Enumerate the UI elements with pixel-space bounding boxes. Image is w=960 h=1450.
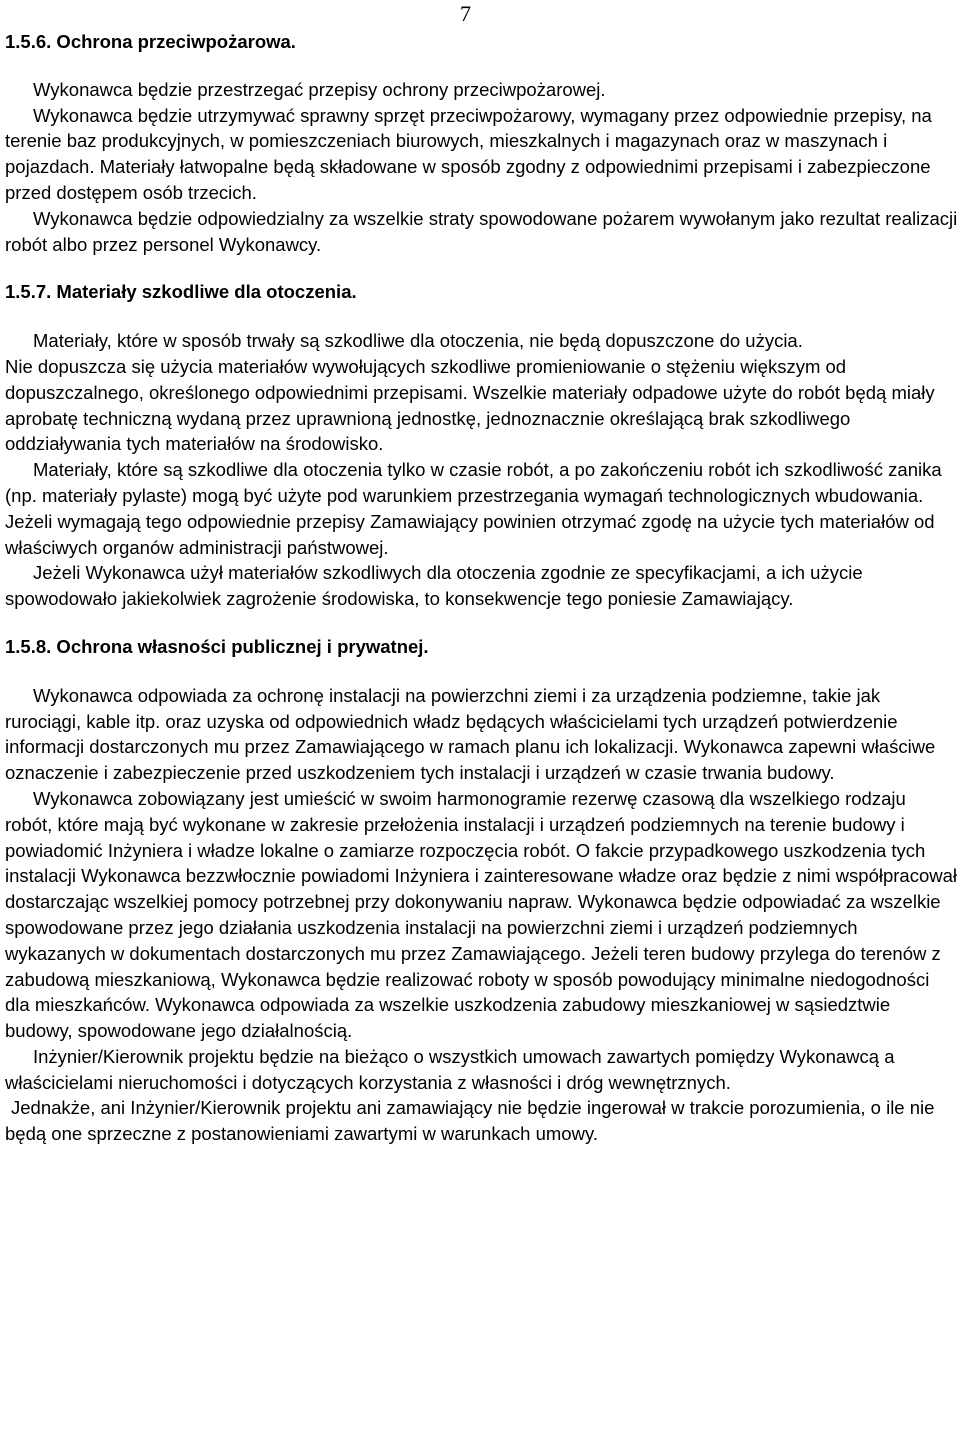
paragraph: Jednakże, ani Inżynier/Kierownik projektu ani zamawiający nie będzie ingerował w trakcie porozumienia, o ile nie będą one sprzeczne z postanowieniami zawartymi w warunkach umowy.: [5, 1097, 935, 1145]
paragraph: Wykonawca będzie odpowiedzialny za wszelkie straty spowodowane pożarem wywołanym jako rezultat realizacji robót albo przez personel Wykonawcy.: [5, 207, 958, 255]
paragraph: Wykonawca odpowiada za ochronę instalacji na powierzchni ziemi i za urządzenia podziemne, takie jak rurociągi, kable itp. oraz uzyska od odpowiednich władz będących właścicielami tych urządzeń potwierdzenie informacji dostarczonych mu przez Zamawiającego w ramach planu ich lokalizacji. Wykonawca zapewni właściwe oznaczenie i zabezpieczenie przed uszkodzeniem tych instalacji i urządzeń w czasie trwania budowy.: [5, 684, 936, 784]
paragraph: Inżynier/Kierownik projektu będzie na bieżąco o wszystkich umowach zawartych pomiędzy Wykonawcą a właścicielami nieruchomości i dotyczących korzystania z własności i dróg wewnętrznych.: [5, 1045, 895, 1093]
paragraph: Jeżeli Wykonawca użył materiałów szkodliwych dla otoczenia zgodnie ze specyfikacjami, a ich użycie spowodowało jakiekolwiek zagrożenie środowiska, to konsekwencje tego poniesie Zamawiający.: [5, 562, 863, 610]
section-heading: 1.5.6. Ochrona przeciwpożarowa.: [5, 31, 296, 52]
paragraph: Materiały, które w sposób trwały są szkodliwe dla otoczenia, nie będą dopuszczone do użycia.: [33, 330, 803, 352]
section-property-protection: [5, 634, 958, 1147]
page-number: 7: [460, 1, 471, 26]
paragraph: Wykonawca będzie przestrzegać przepisy ochrony przeciwpożarowej.: [33, 78, 606, 100]
section-heading: 1.5.8. Ochrona własności publicznej i prywatnej.: [5, 635, 429, 657]
section-heading: 1.5.7. Materiały szkodliwe dla otoczenia.: [5, 281, 357, 303]
section-harmful-materials: [5, 279, 958, 612]
paragraph: Wykonawca zobowiązany jest umieścić w swoim harmonogramie rezerwę czasową dla wszelkiego rodzaju robót, które mają być wykonane w zakresie przełożenia instalacji i urządzeń podziemnych na terenie budowy i powiadomić Inżyniera i władze lokalne o zamiarze rozpoczęcia robót. O fakcie przypadkowego uszkodzenia tych instalacji Wykonawca bezzwłocznie powiadomi Inżyniera i zainteresowane władze oraz będzie z nimi współpracował dostarczając wszelkiej pomocy potrzebnej przy dokonywaniu napraw. Wykonawca będzie odpowiadać za wszelkie spowodowane przez jego działania uszkodzenia instalacji na powierzchni ziemi i urządzeń podziemnych wykazanych w dokumentach dostarczonych mu przez Zamawiającego. Jeżeli teren budowy przylega do terenów z zabudową mieszkaniową, Wykonawca będzie realizować roboty w sposób powodujący minimalne niedogodności dla mieszkańców. Wykonawca odpowiada za wszelkie uszkodzenia zabudowy mieszkaniowej w sąsiedztwie budowy, spowodowane jego działalnością.: [5, 787, 958, 1042]
document-body: [5, 29, 958, 1147]
paragraph: Nie dopuszcza się użycia materiałów wywołujących szkodliwe promieniowanie o stężeniu większym od dopuszczalnego, określonego odpowiednimi przepisami. Wszelkie materiały odpadowe użyte do robót będą miały aprobatę techniczną wydaną przez uprawnioną jednostkę, jednoznacznie określającą brak szkodliwego oddziaływania tych materiałów na środowisko.: [5, 355, 935, 455]
paragraph: Materiały, które są szkodliwe dla otoczenia tylko w czasie robót, a po zakończeniu robót ich szkodliwość zanika (np. materiały pylaste) mogą być użyte pod warunkiem przestrzegania wymagań technologicznych wbudowania. Jeżeli wymagają tego odpowiednie przepisy Zamawiający powinien otrzymać zgodę na użycie tych materiałów od właściwych organów administracji państwowej.: [5, 459, 942, 558]
section-fire-protection: [5, 29, 958, 257]
paragraph: Wykonawca będzie utrzymywać sprawny sprzęt przeciwpożarowy, wymagany przez odpowiednie przepisy, na terenie baz produkcyjnych, w pomieszczeniach biurowych, mieszkalnych i magazynach oraz w maszynach i pojazdach. Materiały łatwopalne będą składowane w sposób zgodny z odpowiednimi przepisami i zabezpieczone przed dostępem osób trzecich.: [5, 104, 932, 203]
